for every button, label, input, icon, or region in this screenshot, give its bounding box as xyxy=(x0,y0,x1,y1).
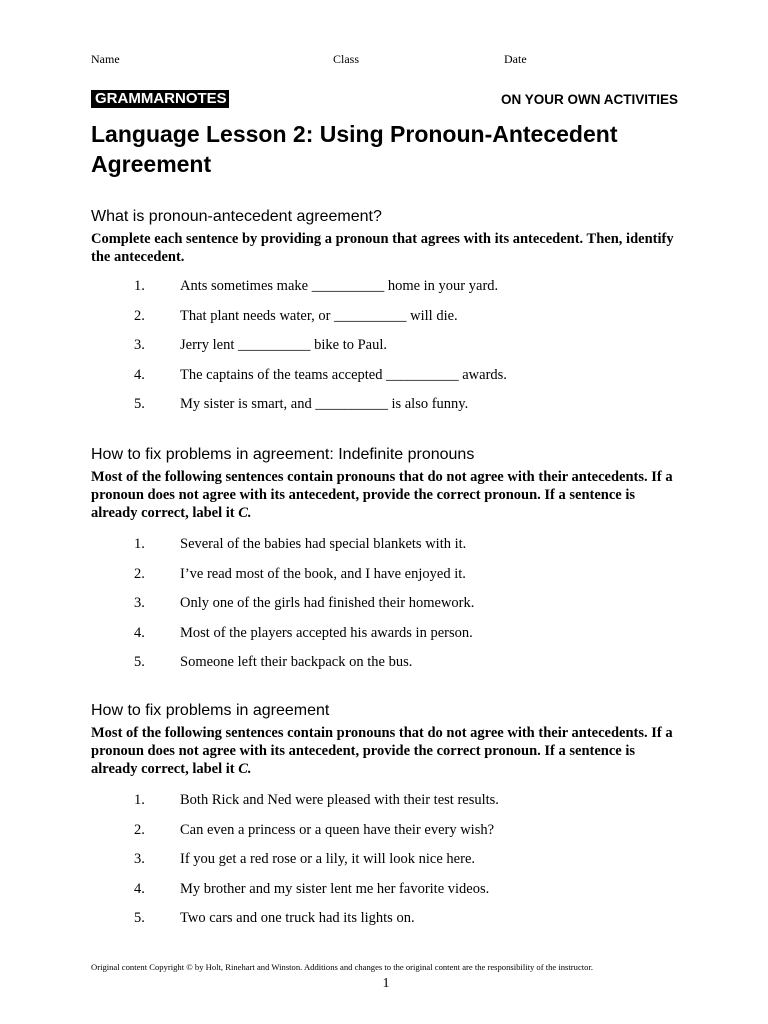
item-text: My brother and my sister lent me her favorite videos. xyxy=(180,880,490,897)
exercise-list xyxy=(91,277,681,425)
item-text: The captains of the teams accepted __________ awards. xyxy=(180,366,507,383)
header-fields xyxy=(91,52,681,68)
item-text: Only one of the girls had finished their homework. xyxy=(180,595,475,611)
section-agreement-problems xyxy=(91,701,681,939)
item-number: 1. xyxy=(134,278,145,294)
item-text: Someone left their backpack on the bus. xyxy=(180,654,413,670)
list-item xyxy=(91,821,681,851)
list-item xyxy=(91,880,681,910)
list-item xyxy=(91,565,681,595)
item-text: Can even a princess or a queen have their every wish? xyxy=(180,821,495,838)
page-number: 1 xyxy=(382,976,390,991)
item-text: My sister is smart, and __________ is also funny. xyxy=(180,396,469,412)
item-number: 2. xyxy=(134,821,145,838)
item-text: Two cars and one truck had its lights on. xyxy=(180,910,415,926)
section-heading: How to fix problems in agreement: Indefinite pronouns xyxy=(91,446,475,463)
item-number: 5. xyxy=(134,396,145,412)
item-text: Ants sometimes make __________ home in your yard. xyxy=(180,278,499,294)
list-item xyxy=(91,850,681,880)
name-label: Name xyxy=(91,52,120,66)
worksheet-page xyxy=(91,0,681,1024)
instructions-text: Most of the following sentences contain pronouns that do not agree with their antecedents. If a pronoun does not agree with its antecedent, provide the correct pronoun. If a sentence is already correct, label it xyxy=(91,469,673,521)
section-instructions: Complete each sentence by providing a pronoun that agrees with its antecedent. Then, identify the antecedent. xyxy=(91,231,674,265)
copyright-footer: Original content Copyright © by Holt, Rinehart and Winston. Additions and changes to the original content are the responsibility of the instructor. xyxy=(91,962,593,972)
item-number: 2. xyxy=(134,307,145,324)
list-item xyxy=(91,653,681,683)
item-text: Both Rick and Ned were pleased with their test results. xyxy=(180,792,499,808)
list-item xyxy=(91,395,681,425)
item-number: 2. xyxy=(134,565,145,582)
list-item xyxy=(91,366,681,396)
item-number: 1. xyxy=(134,536,145,552)
exercise-list xyxy=(91,791,681,939)
item-text: If you get a red rose or a lily, it will look nice here. xyxy=(180,851,476,867)
list-item xyxy=(91,594,681,624)
item-text: Several of the babies had special blankets with it. xyxy=(180,536,467,552)
list-item xyxy=(91,624,681,654)
lesson-title: Language Lesson 2: Using Pronoun-Antecedent Agreement xyxy=(91,121,618,177)
item-text: I’ve read most of the book, and I have enjoyed it. xyxy=(180,565,466,582)
item-number: 5. xyxy=(134,654,145,670)
exercise-list xyxy=(91,535,681,683)
list-item xyxy=(91,307,681,337)
item-text: That plant needs water, or __________ will die. xyxy=(180,307,458,324)
list-item xyxy=(91,791,681,821)
date-label: Date xyxy=(504,52,527,66)
item-text: Most of the players accepted his awards in person. xyxy=(180,624,473,641)
item-number: 3. xyxy=(134,595,145,611)
item-number: 4. xyxy=(134,366,145,383)
section-instructions xyxy=(91,468,681,522)
instructions-text: Most of the following sentences contain pronouns that do not agree with their antecedents. If a pronoun does not agree with its antecedent, provide the correct pronoun. If a sentence is already correct, label it xyxy=(91,725,673,777)
item-number: 1. xyxy=(134,792,145,808)
item-number: 3. xyxy=(134,337,145,353)
item-number: 3. xyxy=(134,851,145,867)
section-heading: How to fix problems in agreement xyxy=(91,702,330,719)
list-item xyxy=(91,909,681,939)
list-item xyxy=(91,336,681,366)
item-text: Jerry lent __________ bike to Paul. xyxy=(180,337,388,353)
list-item xyxy=(91,277,681,307)
class-label: Class xyxy=(333,52,360,66)
section-agreement xyxy=(91,207,681,425)
list-item xyxy=(91,535,681,565)
section-indefinite-pronouns xyxy=(91,445,681,683)
grammarnotes-badge: GRAMMARNOTES xyxy=(91,90,229,108)
section-instructions xyxy=(91,724,681,778)
activities-label: ON YOUR OWN ACTIVITIES xyxy=(500,92,678,107)
instructions-emphasis: C. xyxy=(238,761,252,777)
label-row xyxy=(91,90,681,110)
item-number: 5. xyxy=(134,910,145,926)
instructions-emphasis: C. xyxy=(238,505,252,521)
item-number: 4. xyxy=(134,880,145,897)
section-heading: What is pronoun-antecedent agreement? xyxy=(91,208,382,225)
item-number: 4. xyxy=(134,624,145,641)
